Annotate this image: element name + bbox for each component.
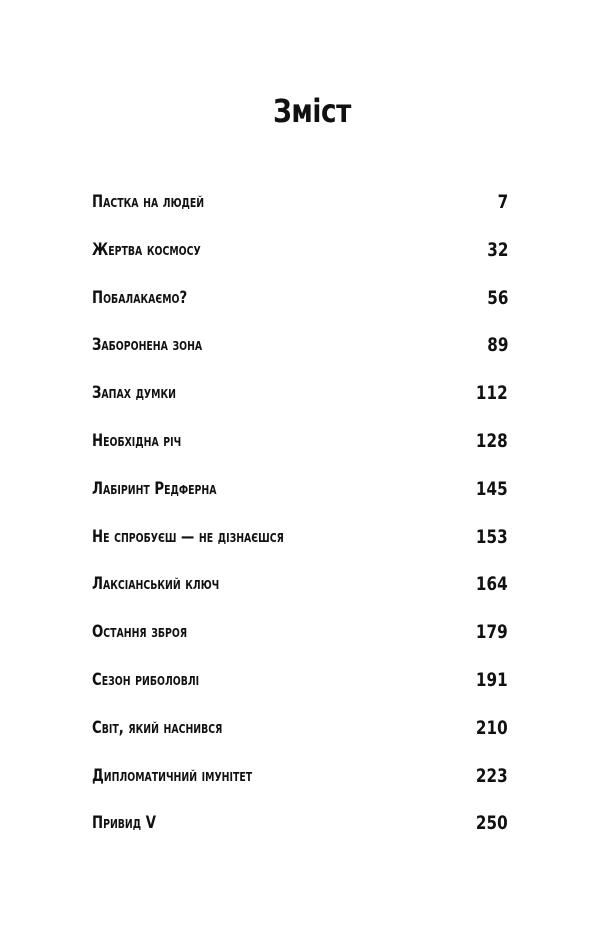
toc-entry	[92, 236, 508, 284]
toc-entry-title: Світ, який наснився	[92, 717, 223, 738]
toc-entry	[92, 523, 508, 571]
toc-entry	[92, 809, 508, 857]
table-of-contents	[92, 188, 508, 857]
toc-entry-title: Побалакаємо?	[92, 287, 188, 308]
toc-entry-title: Жертва космосу	[92, 239, 201, 260]
toc-entry-title: Заборонена зона	[92, 335, 203, 356]
toc-entry-page: 179	[476, 621, 508, 644]
toc-entry	[92, 618, 508, 666]
toc-entry-title: Лабіринт Редферна	[92, 478, 217, 499]
toc-entry-title: Сезон риболовлі	[92, 669, 200, 690]
toc-entry	[92, 427, 508, 475]
toc-entry-page: 145	[476, 477, 508, 500]
toc-entry-page: 56	[486, 286, 508, 309]
toc-entry	[92, 379, 508, 427]
toc-entry	[92, 666, 508, 714]
toc-entry	[92, 714, 508, 762]
toc-entry-page: 250	[476, 812, 508, 835]
toc-entry	[92, 475, 508, 523]
toc-entry-page: 112	[476, 382, 508, 405]
toc-entry	[92, 188, 508, 236]
toc-entry-title: Лаксіанський ключ	[92, 574, 220, 595]
page-title: Зміст	[273, 92, 351, 130]
toc-entry-title: Остання зброя	[92, 622, 188, 643]
toc-entry-page: 210	[476, 716, 508, 739]
toc-entry-title: Запах думки	[92, 383, 176, 404]
toc-entry-page: 164	[476, 573, 508, 596]
toc-entry-page: 7	[497, 191, 508, 213]
toc-entry-title: Пастка на людей	[92, 192, 205, 212]
toc-entry	[92, 762, 508, 810]
toc-entry	[92, 284, 508, 332]
toc-entry-page: 191	[476, 668, 508, 691]
toc-entry-page: 223	[476, 764, 508, 787]
toc-entry-title: Необхідна річ	[92, 430, 182, 451]
toc-entry-title: Привид V	[92, 813, 156, 834]
toc-entry-page: 153	[476, 525, 508, 548]
toc-entry-page: 128	[476, 429, 508, 452]
toc-entry-title: Не спробуєш — не дізнаєшся	[92, 526, 284, 547]
toc-entry	[92, 570, 508, 618]
toc-entry-page: 32	[486, 238, 508, 261]
toc-entry	[92, 331, 508, 379]
toc-entry-title: Дипломатичний імунітет	[92, 765, 253, 786]
toc-entry-page: 89	[486, 334, 508, 357]
